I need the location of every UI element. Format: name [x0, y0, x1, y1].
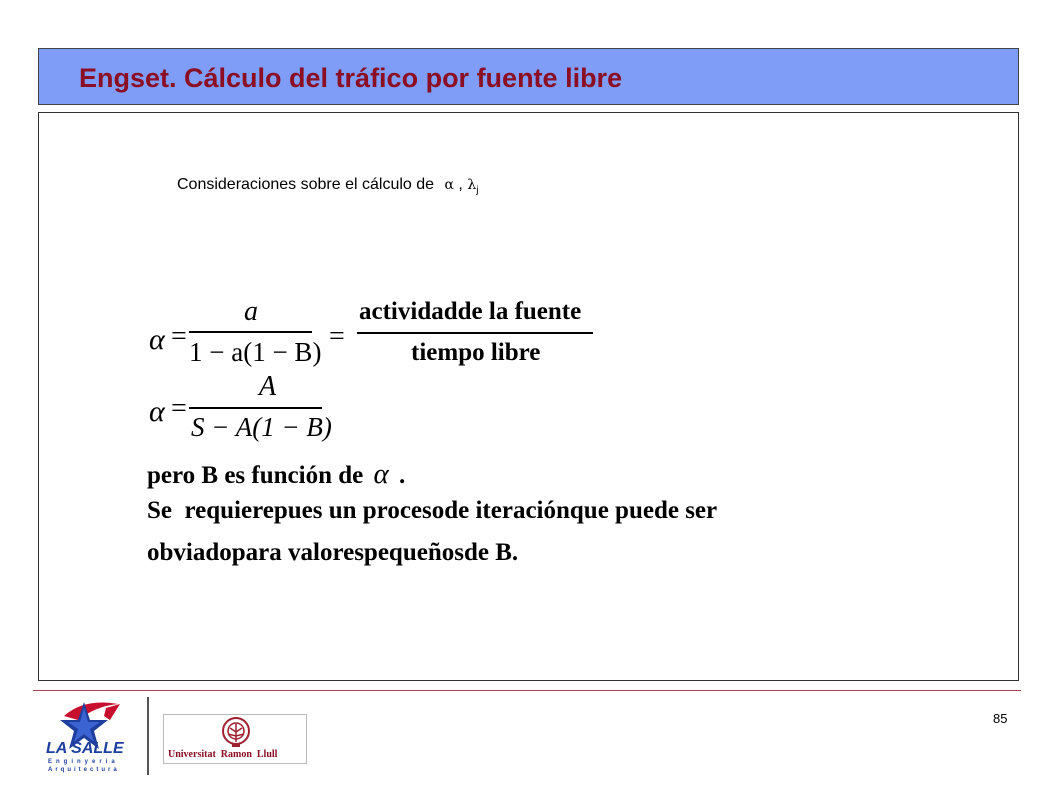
formula1-denominator: 1 − a(1 − B): [189, 337, 322, 367]
subtitle: [177, 176, 478, 196]
lasalle-logo: [44, 694, 144, 776]
lambda-subscript: j: [476, 185, 479, 197]
formula2-numerator: A: [259, 371, 277, 402]
alpha-symbol: α: [444, 177, 454, 193]
subtitle-separator: ,: [453, 176, 468, 193]
url-logo: [163, 714, 307, 764]
title-bar: [38, 48, 1019, 105]
lambda-symbol: λ: [467, 177, 477, 193]
formula2-equals: =: [171, 393, 187, 424]
lasalle-sub-text-2: Arquitectura: [48, 767, 120, 773]
url-logo-text: Universitat Ramon Llull: [168, 749, 278, 760]
subtitle-text: Consideraciones sobre el cálculo de: [177, 176, 435, 193]
formula1-alpha: α: [149, 323, 165, 356]
formula1-numerator: a: [244, 296, 258, 327]
text-line-2: Se requierepues un procesode iteraciónque puede ser: [147, 497, 718, 524]
page-number: 85: [993, 711, 1008, 726]
text-line-3: obviadopara valorespequeñosde B.: [147, 539, 519, 566]
formula2-denominator: S − A(1 − B): [191, 412, 332, 442]
text-line-1-alpha: α: [373, 458, 389, 490]
formula2-alpha: α: [149, 395, 165, 428]
formula1-equals: =: [171, 321, 187, 352]
formula1-numerator-text: actividadde la fuente: [359, 298, 582, 325]
tree-emblem-icon: [216, 716, 256, 750]
lasalle-main-text: LA SALLE: [46, 740, 124, 757]
text-line-1-end: .: [398, 462, 406, 489]
formula1-fraction-line: [189, 331, 312, 333]
slide-title: Engset. Cálculo del tráfico por fuente libre: [79, 63, 623, 93]
formula1-denominator-text: tiempo libre: [411, 339, 541, 366]
text-line-1: [147, 458, 405, 491]
footer-divider: [33, 690, 1021, 691]
logo-divider: [147, 697, 149, 775]
formula1-equals-2: =: [329, 321, 345, 352]
formula1-fraction-line-2: [357, 332, 593, 334]
content-box: [38, 112, 1019, 681]
lasalle-sub-text-1: Enginyeria: [48, 759, 119, 765]
formula2-fraction-line: [189, 407, 322, 409]
text-line-1-main: pero B es función de: [147, 462, 364, 489]
